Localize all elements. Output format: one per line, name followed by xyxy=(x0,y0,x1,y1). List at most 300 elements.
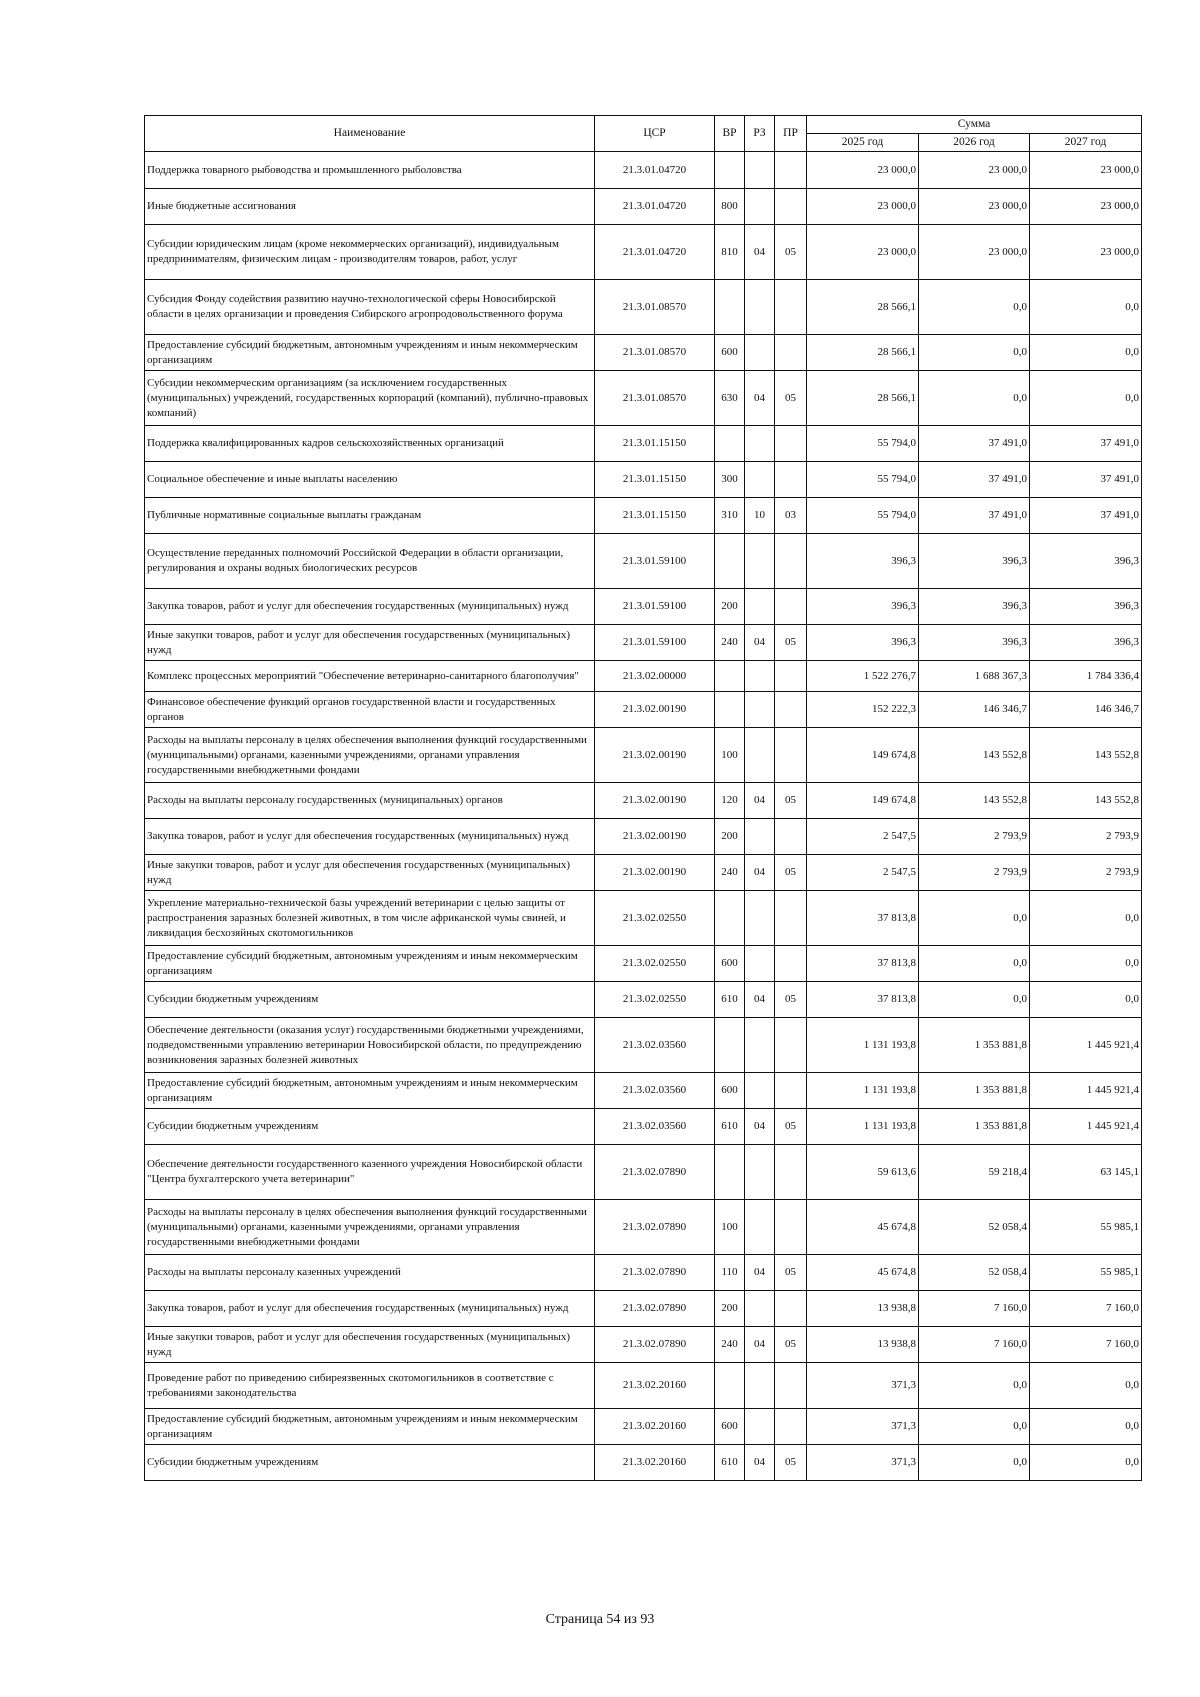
cell-vr: 630 xyxy=(715,371,745,426)
cell-csr: 21.3.02.02550 xyxy=(595,982,715,1018)
cell-name: Проведение работ по приведению сибиреязвенных скотомогильников в соответствие с требованиями законодательства xyxy=(145,1363,595,1409)
cell-csr: 21.3.02.20160 xyxy=(595,1363,715,1409)
cell-2027: 55 985,1 xyxy=(1030,1255,1142,1291)
cell-vr: 310 xyxy=(715,498,745,534)
cell-pr xyxy=(775,426,807,462)
cell-vr: 810 xyxy=(715,225,745,280)
cell-2027: 146 346,7 xyxy=(1030,692,1142,728)
cell-2025: 37 813,8 xyxy=(807,946,919,982)
cell-vr: 610 xyxy=(715,982,745,1018)
header-pr: ПР xyxy=(775,116,807,152)
cell-csr: 21.3.01.15150 xyxy=(595,498,715,534)
cell-csr: 21.3.01.59100 xyxy=(595,625,715,661)
cell-name: Осуществление переданных полномочий Российской Федерации в области организации, регулирования и охраны водных биологических ресурсов xyxy=(145,534,595,589)
cell-pr xyxy=(775,589,807,625)
cell-name: Обеспечение деятельности государственного казенного учреждения Новосибирской области "Центра бухгалтерского учета ветеринарии" xyxy=(145,1145,595,1200)
cell-csr: 21.3.02.07890 xyxy=(595,1200,715,1255)
cell-rz: 04 xyxy=(745,225,775,280)
cell-pr: 05 xyxy=(775,855,807,891)
cell-2026: 0,0 xyxy=(919,335,1030,371)
cell-vr: 100 xyxy=(715,728,745,783)
header-2027: 2027 год xyxy=(1030,134,1142,152)
cell-rz xyxy=(745,728,775,783)
cell-vr xyxy=(715,1363,745,1409)
table-row xyxy=(145,728,1142,783)
cell-2025: 37 813,8 xyxy=(807,982,919,1018)
cell-csr: 21.3.01.04720 xyxy=(595,225,715,280)
cell-pr: 03 xyxy=(775,498,807,534)
cell-csr: 21.3.02.02550 xyxy=(595,946,715,982)
cell-2025: 55 794,0 xyxy=(807,462,919,498)
page-number: Страница 54 из 93 xyxy=(545,1612,655,1627)
cell-name: Предоставление субсидий бюджетным, автономным учреждениям и иным некоммерческим организациям xyxy=(145,1409,595,1445)
cell-2025: 23 000,0 xyxy=(807,189,919,225)
cell-vr: 800 xyxy=(715,189,745,225)
cell-2026: 0,0 xyxy=(919,1445,1030,1481)
cell-pr xyxy=(775,661,807,692)
table-row xyxy=(145,589,1142,625)
cell-2025: 23 000,0 xyxy=(807,225,919,280)
cell-csr: 21.3.02.00190 xyxy=(595,819,715,855)
cell-name: Расходы на выплаты персоналу казенных учреждений xyxy=(145,1255,595,1291)
cell-name: Субсидии юридическим лицам (кроме некоммерческих организаций), индивидуальным предпринимателям, физическим лицам - производителям товаров, работ, услуг xyxy=(145,225,595,280)
cell-vr xyxy=(715,692,745,728)
header-rz: РЗ xyxy=(745,116,775,152)
cell-rz xyxy=(745,462,775,498)
table-row xyxy=(145,692,1142,728)
cell-rz xyxy=(745,189,775,225)
cell-2027: 143 552,8 xyxy=(1030,783,1142,819)
cell-csr: 21.3.01.59100 xyxy=(595,534,715,589)
cell-rz xyxy=(745,891,775,946)
cell-csr: 21.3.01.08570 xyxy=(595,371,715,426)
cell-pr xyxy=(775,335,807,371)
cell-2025: 13 938,8 xyxy=(807,1327,919,1363)
cell-pr xyxy=(775,1145,807,1200)
cell-rz: 04 xyxy=(745,1255,775,1291)
cell-csr: 21.3.01.15150 xyxy=(595,426,715,462)
cell-rz: 04 xyxy=(745,855,775,891)
cell-csr: 21.3.02.20160 xyxy=(595,1445,715,1481)
cell-2025: 371,3 xyxy=(807,1363,919,1409)
cell-2026: 2 793,9 xyxy=(919,819,1030,855)
cell-2026: 1 353 881,8 xyxy=(919,1018,1030,1073)
cell-pr: 05 xyxy=(775,1327,807,1363)
cell-2027: 0,0 xyxy=(1030,280,1142,335)
cell-2026: 396,3 xyxy=(919,625,1030,661)
cell-2027: 2 793,9 xyxy=(1030,855,1142,891)
cell-csr: 21.3.02.03560 xyxy=(595,1109,715,1145)
cell-2026: 7 160,0 xyxy=(919,1327,1030,1363)
cell-2026: 23 000,0 xyxy=(919,152,1030,189)
cell-2026: 143 552,8 xyxy=(919,783,1030,819)
cell-2025: 396,3 xyxy=(807,625,919,661)
cell-2025: 1 522 276,7 xyxy=(807,661,919,692)
cell-csr: 21.3.02.00190 xyxy=(595,855,715,891)
cell-2027: 0,0 xyxy=(1030,1445,1142,1481)
cell-name: Иные закупки товаров, работ и услуг для обеспечения государственных (муниципальных) нужд xyxy=(145,625,595,661)
cell-pr xyxy=(775,534,807,589)
cell-name: Поддержка товарного рыбоводства и промышленного рыболовства xyxy=(145,152,595,189)
cell-name: Предоставление субсидий бюджетным, автономным учреждениям и иным некоммерческим организациям xyxy=(145,946,595,982)
cell-vr: 110 xyxy=(715,1255,745,1291)
cell-vr: 610 xyxy=(715,1445,745,1481)
cell-vr: 600 xyxy=(715,1409,745,1445)
cell-vr xyxy=(715,661,745,692)
cell-2026: 0,0 xyxy=(919,891,1030,946)
cell-name: Публичные нормативные социальные выплаты гражданам xyxy=(145,498,595,534)
cell-pr xyxy=(775,280,807,335)
cell-name: Комплекс процессных мероприятий "Обеспечение ветеринарно-санитарного благополучия" xyxy=(145,661,595,692)
cell-2027: 0,0 xyxy=(1030,982,1142,1018)
cell-csr: 21.3.02.07890 xyxy=(595,1145,715,1200)
cell-2027: 23 000,0 xyxy=(1030,189,1142,225)
table-row xyxy=(145,819,1142,855)
cell-2026: 396,3 xyxy=(919,534,1030,589)
cell-2026: 146 346,7 xyxy=(919,692,1030,728)
cell-2026: 52 058,4 xyxy=(919,1255,1030,1291)
cell-name: Субсидии бюджетным учреждениям xyxy=(145,1445,595,1481)
cell-2027: 1 445 921,4 xyxy=(1030,1018,1142,1073)
cell-name: Иные бюджетные ассигнования xyxy=(145,189,595,225)
table-row xyxy=(145,280,1142,335)
cell-rz xyxy=(745,152,775,189)
cell-2027: 2 793,9 xyxy=(1030,819,1142,855)
cell-pr xyxy=(775,1409,807,1445)
table-row xyxy=(145,982,1142,1018)
table-row xyxy=(145,426,1142,462)
table-row xyxy=(145,1327,1142,1363)
cell-2026: 0,0 xyxy=(919,946,1030,982)
cell-name: Социальное обеспечение и иные выплаты населению xyxy=(145,462,595,498)
table-row xyxy=(145,1445,1142,1481)
cell-vr xyxy=(715,1018,745,1073)
cell-2025: 59 613,6 xyxy=(807,1145,919,1200)
cell-name: Предоставление субсидий бюджетным, автономным учреждениям и иным некоммерческим организациям xyxy=(145,1073,595,1109)
cell-2027: 37 491,0 xyxy=(1030,426,1142,462)
cell-rz xyxy=(745,426,775,462)
cell-name: Расходы на выплаты персоналу в целях обеспечения выполнения функций государственными (муниципальными) органами, казенными учреждениями, органами управления государственными внебюджетными фондами xyxy=(145,728,595,783)
cell-rz: 10 xyxy=(745,498,775,534)
cell-2025: 45 674,8 xyxy=(807,1255,919,1291)
cell-pr: 05 xyxy=(775,982,807,1018)
cell-csr: 21.3.01.59100 xyxy=(595,589,715,625)
cell-name: Предоставление субсидий бюджетным, автономным учреждениям и иным некоммерческим организациям xyxy=(145,335,595,371)
cell-name: Расходы на выплаты персоналу государственных (муниципальных) органов xyxy=(145,783,595,819)
table-row xyxy=(145,855,1142,891)
cell-vr: 300 xyxy=(715,462,745,498)
cell-2026: 1 353 881,8 xyxy=(919,1073,1030,1109)
cell-2025: 371,3 xyxy=(807,1409,919,1445)
header-2025: 2025 год xyxy=(807,134,919,152)
cell-csr: 21.3.01.15150 xyxy=(595,462,715,498)
cell-pr: 05 xyxy=(775,783,807,819)
cell-rz xyxy=(745,1291,775,1327)
cell-rz: 04 xyxy=(745,783,775,819)
cell-2026: 396,3 xyxy=(919,589,1030,625)
cell-pr: 05 xyxy=(775,371,807,426)
table-row xyxy=(145,661,1142,692)
cell-2025: 55 794,0 xyxy=(807,426,919,462)
cell-pr: 05 xyxy=(775,1445,807,1481)
header-vr: ВР xyxy=(715,116,745,152)
cell-vr: 600 xyxy=(715,335,745,371)
table-row xyxy=(145,335,1142,371)
table-row xyxy=(145,462,1142,498)
cell-csr: 21.3.02.00190 xyxy=(595,783,715,819)
cell-name: Субсидии бюджетным учреждениям xyxy=(145,982,595,1018)
cell-2026: 0,0 xyxy=(919,371,1030,426)
cell-pr xyxy=(775,152,807,189)
cell-csr: 21.3.02.07890 xyxy=(595,1255,715,1291)
cell-2025: 2 547,5 xyxy=(807,855,919,891)
cell-2025: 2 547,5 xyxy=(807,819,919,855)
cell-vr xyxy=(715,1145,745,1200)
cell-2027: 7 160,0 xyxy=(1030,1327,1142,1363)
table-row xyxy=(145,1109,1142,1145)
table-row xyxy=(145,1018,1142,1073)
cell-2027: 37 491,0 xyxy=(1030,498,1142,534)
cell-csr: 21.3.01.04720 xyxy=(595,152,715,189)
cell-pr xyxy=(775,692,807,728)
cell-pr: 05 xyxy=(775,625,807,661)
cell-2026: 37 491,0 xyxy=(919,498,1030,534)
table-row xyxy=(145,189,1142,225)
cell-csr: 21.3.02.02550 xyxy=(595,891,715,946)
cell-vr xyxy=(715,891,745,946)
cell-pr: 05 xyxy=(775,1109,807,1145)
cell-2027: 1 784 336,4 xyxy=(1030,661,1142,692)
table-row xyxy=(145,1145,1142,1200)
cell-2025: 152 222,3 xyxy=(807,692,919,728)
cell-2026: 0,0 xyxy=(919,280,1030,335)
cell-2026: 37 491,0 xyxy=(919,426,1030,462)
cell-2026: 0,0 xyxy=(919,1363,1030,1409)
cell-name: Закупка товаров, работ и услуг для обеспечения государственных (муниципальных) нужд xyxy=(145,589,595,625)
cell-2027: 0,0 xyxy=(1030,946,1142,982)
cell-2026: 2 793,9 xyxy=(919,855,1030,891)
cell-2025: 13 938,8 xyxy=(807,1291,919,1327)
cell-name: Обеспечение деятельности (оказания услуг) государственными бюджетными учреждениями, подведомственными управлению ветеринарии Новосибирской области, по предупреждению возникновения заразных болезней животных xyxy=(145,1018,595,1073)
cell-rz xyxy=(745,280,775,335)
table-row xyxy=(145,498,1142,534)
cell-pr xyxy=(775,189,807,225)
cell-rz: 04 xyxy=(745,982,775,1018)
cell-2027: 1 445 921,4 xyxy=(1030,1073,1142,1109)
cell-vr xyxy=(715,426,745,462)
cell-vr: 240 xyxy=(715,1327,745,1363)
budget-table xyxy=(144,115,1142,1481)
cell-name: Иные закупки товаров, работ и услуг для обеспечения государственных (муниципальных) нужд xyxy=(145,855,595,891)
header-csr: ЦСР xyxy=(595,116,715,152)
cell-rz xyxy=(745,589,775,625)
cell-pr xyxy=(775,891,807,946)
cell-pr: 05 xyxy=(775,225,807,280)
cell-2026: 0,0 xyxy=(919,982,1030,1018)
cell-rz xyxy=(745,1018,775,1073)
header-sum: Сумма xyxy=(807,116,1142,134)
header-2026: 2026 год xyxy=(919,134,1030,152)
cell-rz xyxy=(745,819,775,855)
cell-rz: 04 xyxy=(745,1109,775,1145)
cell-name: Закупка товаров, работ и услуг для обеспечения государственных (муниципальных) нужд xyxy=(145,1291,595,1327)
cell-2025: 28 566,1 xyxy=(807,280,919,335)
cell-name: Закупка товаров, работ и услуг для обеспечения государственных (муниципальных) нужд xyxy=(145,819,595,855)
cell-rz xyxy=(745,1363,775,1409)
cell-2026: 23 000,0 xyxy=(919,225,1030,280)
cell-2025: 23 000,0 xyxy=(807,152,919,189)
cell-rz xyxy=(745,1145,775,1200)
table-row xyxy=(145,1291,1142,1327)
cell-csr: 21.3.02.03560 xyxy=(595,1073,715,1109)
table-row xyxy=(145,625,1142,661)
cell-rz xyxy=(745,534,775,589)
table-row xyxy=(145,1200,1142,1255)
cell-2025: 28 566,1 xyxy=(807,371,919,426)
cell-pr xyxy=(775,946,807,982)
cell-rz xyxy=(745,661,775,692)
cell-rz xyxy=(745,1409,775,1445)
cell-rz: 04 xyxy=(745,1327,775,1363)
cell-vr: 600 xyxy=(715,1073,745,1109)
cell-name: Иные закупки товаров, работ и услуг для обеспечения государственных (муниципальных) нужд xyxy=(145,1327,595,1363)
cell-csr: 21.3.01.08570 xyxy=(595,335,715,371)
table-row xyxy=(145,225,1142,280)
cell-csr: 21.3.02.03560 xyxy=(595,1018,715,1073)
cell-2026: 1 353 881,8 xyxy=(919,1109,1030,1145)
cell-pr xyxy=(775,1200,807,1255)
cell-2027: 396,3 xyxy=(1030,625,1142,661)
cell-pr xyxy=(775,1363,807,1409)
table-row xyxy=(145,152,1142,189)
cell-vr: 200 xyxy=(715,819,745,855)
cell-csr: 21.3.01.08570 xyxy=(595,280,715,335)
cell-2027: 396,3 xyxy=(1030,589,1142,625)
cell-name: Поддержка квалифицированных кадров сельскохозяйственных организаций xyxy=(145,426,595,462)
cell-csr: 21.3.02.07890 xyxy=(595,1291,715,1327)
cell-2026: 7 160,0 xyxy=(919,1291,1030,1327)
cell-2025: 1 131 193,8 xyxy=(807,1018,919,1073)
table-row xyxy=(145,891,1142,946)
cell-csr: 21.3.02.00190 xyxy=(595,728,715,783)
table-row xyxy=(145,1363,1142,1409)
cell-csr: 21.3.02.20160 xyxy=(595,1409,715,1445)
cell-2025: 396,3 xyxy=(807,534,919,589)
cell-csr: 21.3.02.00000 xyxy=(595,661,715,692)
cell-2026: 1 688 367,3 xyxy=(919,661,1030,692)
table-row xyxy=(145,1255,1142,1291)
cell-csr: 21.3.02.07890 xyxy=(595,1327,715,1363)
table-row xyxy=(145,783,1142,819)
header-name: Наименование xyxy=(145,116,595,152)
cell-2025: 1 131 193,8 xyxy=(807,1109,919,1145)
cell-2026: 143 552,8 xyxy=(919,728,1030,783)
cell-2027: 23 000,0 xyxy=(1030,152,1142,189)
cell-2027: 0,0 xyxy=(1030,1363,1142,1409)
cell-2025: 149 674,8 xyxy=(807,783,919,819)
cell-2026: 52 058,4 xyxy=(919,1200,1030,1255)
cell-pr xyxy=(775,1018,807,1073)
cell-2025: 396,3 xyxy=(807,589,919,625)
cell-2025: 371,3 xyxy=(807,1445,919,1481)
cell-2026: 0,0 xyxy=(919,1409,1030,1445)
table-row xyxy=(145,1073,1142,1109)
cell-2027: 63 145,1 xyxy=(1030,1145,1142,1200)
cell-2027: 37 491,0 xyxy=(1030,462,1142,498)
cell-2027: 396,3 xyxy=(1030,534,1142,589)
cell-csr: 21.3.01.04720 xyxy=(595,189,715,225)
cell-2027: 0,0 xyxy=(1030,335,1142,371)
cell-rz: 04 xyxy=(745,371,775,426)
cell-2025: 45 674,8 xyxy=(807,1200,919,1255)
cell-pr: 05 xyxy=(775,1255,807,1291)
table-row xyxy=(145,1409,1142,1445)
cell-name: Расходы на выплаты персоналу в целях обеспечения выполнения функций государственными (муниципальными) органами, казенными учреждениями, органами управления государственными внебюджетными фондами xyxy=(145,1200,595,1255)
cell-pr xyxy=(775,819,807,855)
cell-2027: 0,0 xyxy=(1030,1409,1142,1445)
table-row xyxy=(145,946,1142,982)
cell-pr xyxy=(775,462,807,498)
cell-rz xyxy=(745,1200,775,1255)
cell-rz: 04 xyxy=(745,1445,775,1481)
cell-vr: 610 xyxy=(715,1109,745,1145)
cell-2025: 149 674,8 xyxy=(807,728,919,783)
cell-rz xyxy=(745,946,775,982)
cell-csr: 21.3.02.00190 xyxy=(595,692,715,728)
cell-2025: 1 131 193,8 xyxy=(807,1073,919,1109)
cell-vr xyxy=(715,152,745,189)
cell-2026: 37 491,0 xyxy=(919,462,1030,498)
cell-vr xyxy=(715,280,745,335)
cell-2026: 59 218,4 xyxy=(919,1145,1030,1200)
cell-name: Финансовое обеспечение функций органов государственной власти и государственных органов xyxy=(145,692,595,728)
cell-2025: 37 813,8 xyxy=(807,891,919,946)
cell-2025: 55 794,0 xyxy=(807,498,919,534)
cell-rz xyxy=(745,335,775,371)
cell-rz: 04 xyxy=(745,625,775,661)
cell-vr: 600 xyxy=(715,946,745,982)
cell-2027: 7 160,0 xyxy=(1030,1291,1142,1327)
cell-vr xyxy=(715,534,745,589)
cell-vr: 200 xyxy=(715,589,745,625)
cell-vr: 100 xyxy=(715,1200,745,1255)
table-row xyxy=(145,534,1142,589)
cell-vr: 200 xyxy=(715,1291,745,1327)
table-body xyxy=(145,152,1142,1481)
cell-2027: 23 000,0 xyxy=(1030,225,1142,280)
cell-2026: 23 000,0 xyxy=(919,189,1030,225)
cell-2027: 0,0 xyxy=(1030,891,1142,946)
table-row xyxy=(145,371,1142,426)
cell-rz xyxy=(745,692,775,728)
cell-name: Субсидии бюджетным учреждениям xyxy=(145,1109,595,1145)
cell-2025: 28 566,1 xyxy=(807,335,919,371)
cell-2027: 1 445 921,4 xyxy=(1030,1109,1142,1145)
cell-2027: 0,0 xyxy=(1030,371,1142,426)
cell-pr xyxy=(775,728,807,783)
cell-vr: 240 xyxy=(715,855,745,891)
cell-name: Субсидия Фонду содействия развитию научно-технологической сферы Новосибирской области в целях организации и проведения Сибирского агропродовольственного форума xyxy=(145,280,595,335)
cell-rz xyxy=(745,1073,775,1109)
cell-pr xyxy=(775,1073,807,1109)
cell-vr: 240 xyxy=(715,625,745,661)
cell-pr xyxy=(775,1291,807,1327)
cell-2027: 143 552,8 xyxy=(1030,728,1142,783)
cell-vr: 120 xyxy=(715,783,745,819)
cell-name: Укрепление материально-технической базы учреждений ветеринарии с целью защиты от распространения заразных болезней животных, в том числе африканской чумы свиней, и ликвидация бесхозяйных скотомогильников xyxy=(145,891,595,946)
cell-name: Субсидии некоммерческим организациям (за исключением государственных (муниципальных) учреждений, государственных корпораций (компаний), публично-правовых компаний) xyxy=(145,371,595,426)
cell-2027: 55 985,1 xyxy=(1030,1200,1142,1255)
